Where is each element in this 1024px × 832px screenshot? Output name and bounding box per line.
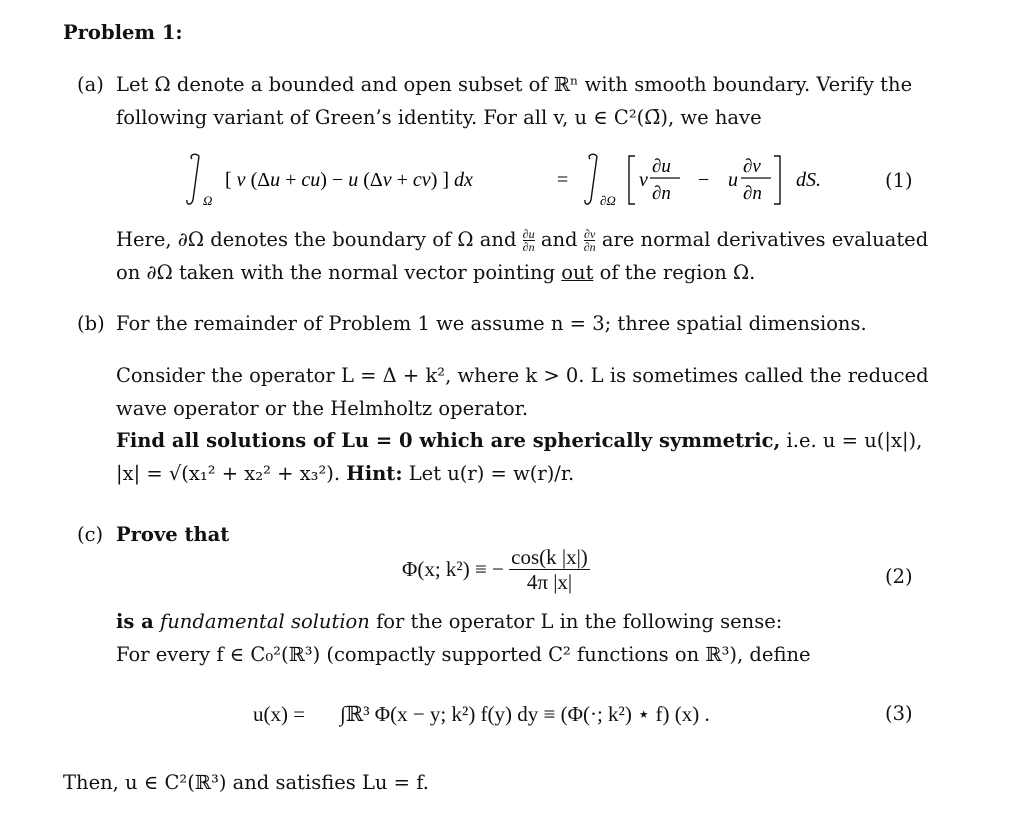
equals-sign: = — [557, 169, 569, 191]
for-every-line: For every f ∈ C₀²(ℝ³) (compactly supported C² functions on ℝ³), define — [116, 643, 811, 666]
dn-denominator-2: ∂n — [743, 183, 762, 204]
part-b-label: (b) — [77, 312, 105, 335]
part-a-line-2: following variant of Green’s identity. For all v, u ∈ C²(Ω̄), we have — [116, 106, 762, 129]
problem-title: Problem 1: — [63, 21, 183, 44]
part-a-label: (a) — [77, 73, 104, 96]
then-line: Then, u ∈ C²(ℝ³) and satisfies Lu = f. — [63, 771, 429, 794]
equation-1 — [185, 150, 835, 210]
hint-text: Let u(r) = w(r)/r. — [408, 462, 575, 485]
equation-number-1: (1) — [885, 169, 913, 192]
prove-that: Prove that — [116, 523, 230, 546]
hint-bold: Hint: — [346, 462, 403, 485]
equation-number-2: (2) — [885, 565, 913, 588]
domain-omega: Ω — [203, 193, 213, 208]
on-text-1: on ∂Ω taken with the normal vector pointing — [116, 261, 556, 284]
part-b-hint-line — [116, 462, 574, 486]
phi-fraction — [509, 545, 590, 594]
fundamental-line — [116, 610, 782, 634]
minus-sign: − — [698, 169, 710, 191]
right-bracket — [774, 156, 780, 204]
equation-3-rhs: ∫ℝ³ Φ(x − y; k²) f(y) dy ≡ (Φ(·; k²) ⋆ f) (x) . — [340, 702, 710, 726]
here-text-and: and — [540, 228, 578, 251]
out-underlined: out — [561, 261, 594, 284]
here-text-1: Here, ∂Ω denotes the boundary of Ω and — [116, 228, 517, 251]
partial-u-over-n: $\frac{\partial u}{\partial n}$ — [522, 227, 535, 254]
part-c-label: (c) — [77, 523, 104, 546]
equation-3-lhs: u(x) = — [253, 702, 306, 726]
find-ie: i.e. u = u(|x|), — [786, 429, 923, 452]
dv-numerator: ∂v — [743, 156, 761, 177]
dS: dS. — [796, 169, 821, 191]
is-a-bold: is a — [116, 610, 154, 633]
rhs-u: u — [728, 169, 738, 191]
du-numerator: ∂u — [652, 156, 671, 177]
part-b-para-1: Consider the operator L = Δ + k², where k > 0. L is sometimes called the reduced — [116, 364, 929, 387]
here-text-2: are normal derivatives evaluated — [601, 228, 929, 251]
part-b-line-1: For the remainder of Problem 1 we assume n = 3; three spatial dimensions. — [116, 312, 867, 335]
equation-1-svg — [185, 150, 835, 210]
partial-v-over-n: $\frac{\partial v}{\partial n}$ — [583, 227, 596, 254]
integral-sign-lhs — [187, 154, 199, 204]
left-bracket — [629, 156, 635, 204]
find-bold: Find all solutions of Lu = 0 which are spherically symmetric, — [116, 429, 781, 452]
part-a-on-line — [116, 261, 755, 285]
dn-denominator-1: ∂n — [652, 183, 671, 204]
equation-2 — [402, 545, 590, 594]
on-text-2: of the region Ω. — [599, 261, 756, 284]
sense-text: for the operator L in the following sense: — [376, 610, 783, 633]
phi-denominator: 4π |x| — [526, 570, 573, 594]
phi-numerator: cos(k |x|) — [511, 545, 588, 569]
rhs-v: v — [639, 169, 648, 191]
phi-lhs: Φ(x; k²) ≡ − — [402, 557, 504, 581]
integral-sign-rhs — [585, 154, 597, 204]
part-b-find-line — [116, 429, 922, 453]
fundamental-solution: fundamental solution — [160, 610, 370, 633]
domain-boundary: ∂Ω — [600, 193, 616, 208]
norm-definition: |x| = √(x₁² + x₂² + x₃²). — [116, 462, 341, 485]
part-a-here-line — [116, 228, 928, 253]
lhs-body: [ v (Δu + cu) − u (Δv + cv) ] dx — [225, 169, 473, 191]
part-b-para-2: wave operator or the Helmholtz operator. — [116, 397, 529, 420]
part-a-line-1: Let Ω denote a bounded and open subset of ℝⁿ with smooth boundary. Verify the — [116, 73, 913, 96]
equation-number-3: (3) — [885, 702, 913, 725]
